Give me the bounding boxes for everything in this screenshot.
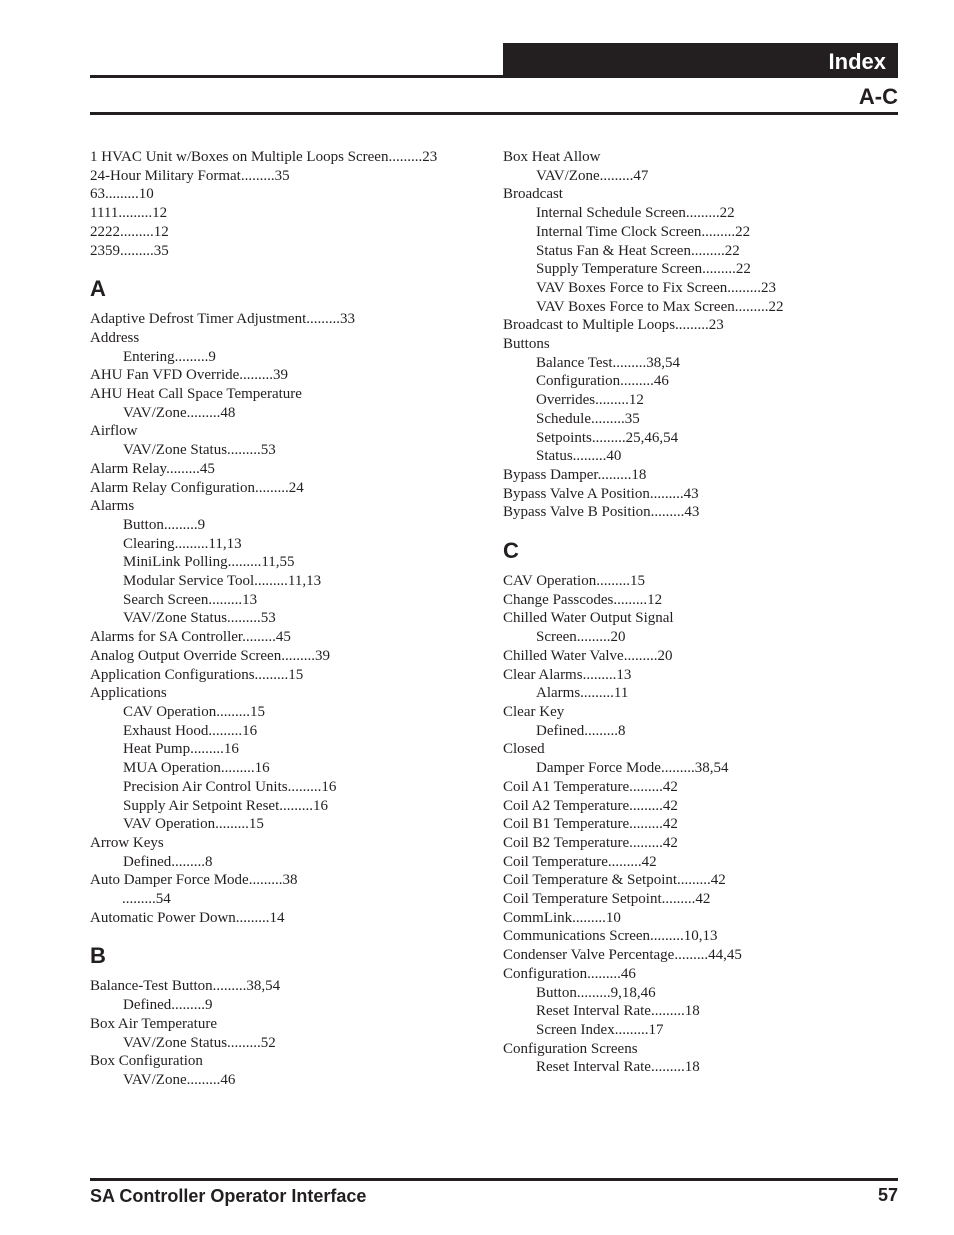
index-subentry: VAV Boxes Force to Max Screen.........22 [536, 298, 784, 315]
index-entry: Balance-Test Button.........38,54 [90, 978, 281, 995]
index-subentry: VAV/Zone.........48 [123, 404, 236, 421]
index-entry: Box Air Temperature [90, 1015, 217, 1032]
index-entry: Alarm Relay.........45 [90, 460, 215, 477]
index-subentry: Schedule.........35 [536, 410, 640, 427]
index-entry: AHU Heat Call Space Temperature [90, 386, 302, 403]
index-subentry: Alarms.........11 [536, 685, 629, 702]
index-subentry: VAV/Zone.........47 [536, 167, 649, 184]
index-subentry: Damper Force Mode.........38,54 [536, 760, 729, 777]
index-subentry: Status Fan & Heat Screen.........22 [536, 242, 740, 259]
index-header-bar [503, 43, 898, 78]
index-subentry: Supply Air Setpoint Reset.........16 [123, 797, 329, 814]
index-entry: Chilled Water Valve.........20 [503, 647, 673, 664]
index-entry: CommLink.........10 [503, 909, 621, 926]
index-subentry: Precision Air Control Units.........16 [123, 778, 337, 795]
index-subentry: VAV/Zone.........46 [123, 1071, 236, 1088]
index-entry: Applications [90, 685, 167, 702]
index-entry: Address [90, 329, 140, 346]
index-entry: Buttons [503, 336, 550, 353]
index-entry: Clear Alarms.........13 [503, 666, 632, 683]
section-letter-heading: B [90, 943, 106, 969]
index-entry: Bypass Damper.........18 [503, 466, 647, 483]
index-entry: Adaptive Defrost Timer Adjustment.........33 [90, 311, 355, 328]
index-entry: Broadcast [503, 186, 563, 203]
index-entry: 2359.........35 [90, 242, 169, 259]
index-subentry: Search Screen.........13 [123, 591, 258, 608]
index-subentry: Modular Service Tool.........11,13 [123, 573, 322, 590]
index-subentry: MiniLink Polling.........11,55 [123, 554, 295, 571]
index-entry: Closed [503, 741, 545, 758]
index-subentry: Defined.........8 [123, 853, 213, 870]
index-entry: Analog Output Override Screen.........39 [90, 647, 330, 664]
index-entry: 1111.........12 [90, 205, 168, 222]
index-subentry: Supply Temperature Screen.........22 [536, 261, 751, 278]
index-entry: Coil Temperature & Setpoint.........42 [503, 872, 726, 889]
index-subentry: Internal Time Clock Screen.........22 [536, 223, 751, 240]
index-subentry: Heat Pump.........16 [123, 741, 239, 758]
index-entry: Condenser Valve Percentage.........44,45 [503, 947, 742, 964]
index-entry: Communications Screen.........10,13 [503, 928, 718, 945]
index-entry: .........54 [122, 891, 171, 908]
index-range-label: A-C [858, 84, 898, 109]
index-subentry: Screen.........20 [536, 629, 626, 646]
index-subentry: Defined.........9 [123, 997, 213, 1014]
index-subentry: Reset Interval Rate.........18 [536, 1003, 700, 1020]
index-entry: CAV Operation.........15 [503, 573, 645, 590]
section-letter-heading: C [503, 538, 519, 564]
index-entry: Change Passcodes.........12 [503, 591, 663, 608]
index-entry: Automatic Power Down.........14 [90, 909, 285, 926]
index-entry: Bypass Valve A Position.........43 [503, 485, 699, 502]
index-entry: Coil Temperature.........42 [503, 853, 657, 870]
index-entry: Coil A1 Temperature.........42 [503, 778, 678, 795]
index-subentry: MUA Operation.........16 [123, 760, 270, 777]
index-subentry: Internal Schedule Screen.........22 [536, 205, 735, 222]
index-entry: 1 HVAC Unit w/Boxes on Multiple Loops Screen.........23 [90, 149, 438, 165]
index-subentry: VAV/Zone Status.........52 [123, 1034, 276, 1051]
index-subentry: Button.........9,18,46 [536, 984, 656, 1001]
index-entry: Box Configuration [90, 1053, 203, 1070]
page-number: 57 [877, 1185, 898, 1205]
index-entry: Coil A2 Temperature.........42 [503, 797, 678, 814]
index-entry: Coil B1 Temperature.........42 [503, 816, 678, 833]
index-entry: Airflow [90, 423, 138, 440]
index-subentry: Configuration.........46 [536, 373, 669, 390]
footer-document-title: SA Controller Operator Interface [90, 1186, 367, 1206]
index-column-left [90, 148, 490, 1090]
index-subentry: Setpoints.........25,46,54 [536, 429, 679, 446]
index-subentry: CAV Operation.........15 [123, 703, 265, 720]
header-rule-left [90, 75, 503, 78]
index-subentry: Button.........9 [123, 516, 206, 533]
index-subentry: Clearing.........11,13 [123, 535, 242, 552]
index-subentry: Screen Index.........17 [536, 1021, 664, 1038]
index-entry: Broadcast to Multiple Loops.........23 [503, 317, 724, 334]
index-entry: Coil Temperature Setpoint.........42 [503, 891, 711, 908]
index-subentry: Exhaust Hood.........16 [123, 722, 258, 739]
index-entry: Box Heat Allow [503, 149, 601, 165]
index-entry: Configuration.........46 [503, 965, 636, 982]
index-subentry: Overrides.........12 [536, 392, 644, 409]
index-title: Index [828, 49, 886, 74]
index-entry: Application Configurations.........15 [90, 666, 304, 683]
index-subentry: Defined.........8 [536, 722, 626, 739]
index-subentry: Entering.........9 [123, 348, 216, 365]
footer-rule [90, 1178, 898, 1181]
index-entry: Coil B2 Temperature.........42 [503, 834, 678, 851]
index-subentry: VAV Operation.........15 [123, 816, 264, 833]
index-entry: Bypass Valve B Position.........43 [503, 504, 700, 521]
index-entry: 63.........10 [90, 186, 154, 203]
index-column-right [503, 148, 898, 1077]
header-rule [90, 112, 898, 115]
index-entry: AHU Fan VFD Override.........39 [90, 367, 289, 384]
index-entry: Clear Key [503, 703, 565, 720]
index-entry: 24-Hour Military Format.........35 [90, 167, 290, 184]
index-entry: Alarms for SA Controller.........45 [90, 629, 291, 646]
index-subentry: VAV/Zone Status.........53 [123, 442, 276, 459]
index-entry: 2222.........12 [90, 223, 169, 240]
index-entry: Arrow Keys [90, 834, 164, 851]
section-letter-heading: A [90, 276, 106, 302]
index-entry: Auto Damper Force Mode.........38 [90, 872, 298, 889]
index-subentry: Balance Test.........38,54 [536, 354, 681, 371]
index-subentry: Status.........40 [536, 448, 622, 465]
index-entry: Chilled Water Output Signal [503, 610, 674, 627]
index-entry: Alarm Relay Configuration.........24 [90, 479, 304, 496]
index-entry: Configuration Screens [503, 1040, 638, 1057]
index-subentry: VAV/Zone Status.........53 [123, 610, 276, 627]
index-subentry: VAV Boxes Force to Fix Screen.........23 [536, 279, 776, 296]
index-entry: Alarms [90, 498, 135, 515]
index-subentry: Reset Interval Rate.........18 [536, 1059, 700, 1076]
